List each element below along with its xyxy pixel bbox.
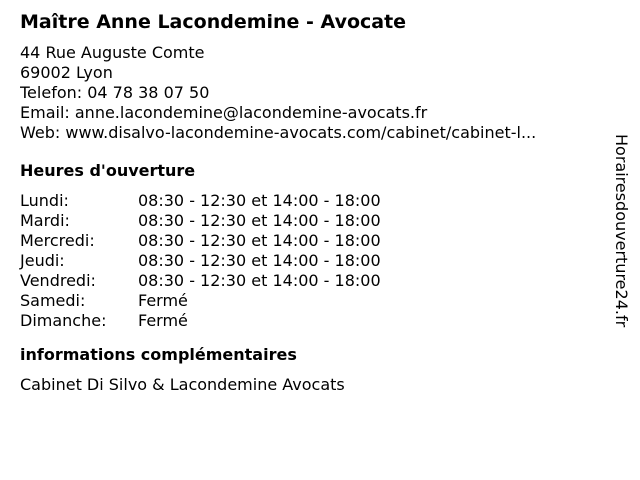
day-label: Vendredi: [20,271,96,290]
email-line: Email: anne.lacondemine@lacondemine-avocats.fr [20,103,428,122]
hours-row-thursday [20,251,600,271]
info-text: Cabinet Di Silvo & Lacondemine Avocats [20,375,345,394]
day-label: Mardi: [20,211,70,230]
day-label: Samedi: [20,291,86,310]
hours-row-sunday [20,311,600,331]
day-label: Dimanche: [20,311,107,330]
site-watermark: Horairesdouverture24.fr [612,134,631,328]
time-value: 08:30 - 12:30 et 14:00 - 18:00 [138,251,381,270]
hours-row-wednesday [20,231,600,251]
time-value: Fermé [138,291,188,310]
time-value: 08:30 - 12:30 et 14:00 - 18:00 [138,191,381,210]
time-value: 08:30 - 12:30 et 14:00 - 18:00 [138,271,381,290]
hours-row-tuesday [20,211,600,231]
hours-row-saturday [20,291,600,311]
hours-heading: Heures d'ouverture [20,161,196,180]
page-title: Maître Anne Lacondemine - Avocate [20,11,407,33]
info-heading: informations complémentaires [20,345,297,364]
address-street: 44 Rue Auguste Comte [20,43,205,62]
day-label: Jeudi: [20,251,65,270]
phone-line: Telefon: 04 78 38 07 50 [20,83,210,102]
address-block [20,43,600,143]
hours-table [20,191,600,331]
website-line: Web: www.disalvo-lacondemine-avocats.com/cabinet/cabinet-l... [20,123,537,142]
time-value: Fermé [138,311,188,330]
time-value: 08:30 - 12:30 et 14:00 - 18:00 [138,231,381,250]
hours-row-friday [20,271,600,291]
day-label: Mercredi: [20,231,95,250]
time-value: 08:30 - 12:30 et 14:00 - 18:00 [138,211,381,230]
day-label: Lundi: [20,191,69,210]
address-city: 69002 Lyon [20,63,113,82]
hours-row-monday [20,191,600,211]
business-card [20,10,600,395]
